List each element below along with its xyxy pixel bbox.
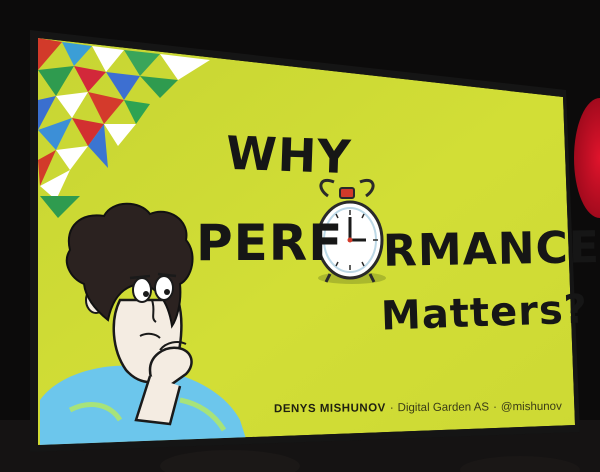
speaker-name: DENYS MISHUNOV (273, 402, 386, 416)
separator: · (493, 401, 497, 414)
title-perf: PERF (196, 214, 344, 272)
company-name: Digital Garden AS (397, 401, 490, 415)
speaker-credit (274, 401, 562, 416)
title-rmance: RMANCE (382, 222, 600, 277)
title-why: WHY (225, 125, 353, 185)
twitter-handle: @mishunov (500, 400, 562, 414)
separator: · (389, 402, 394, 415)
title-matters: Matters? (380, 286, 589, 340)
